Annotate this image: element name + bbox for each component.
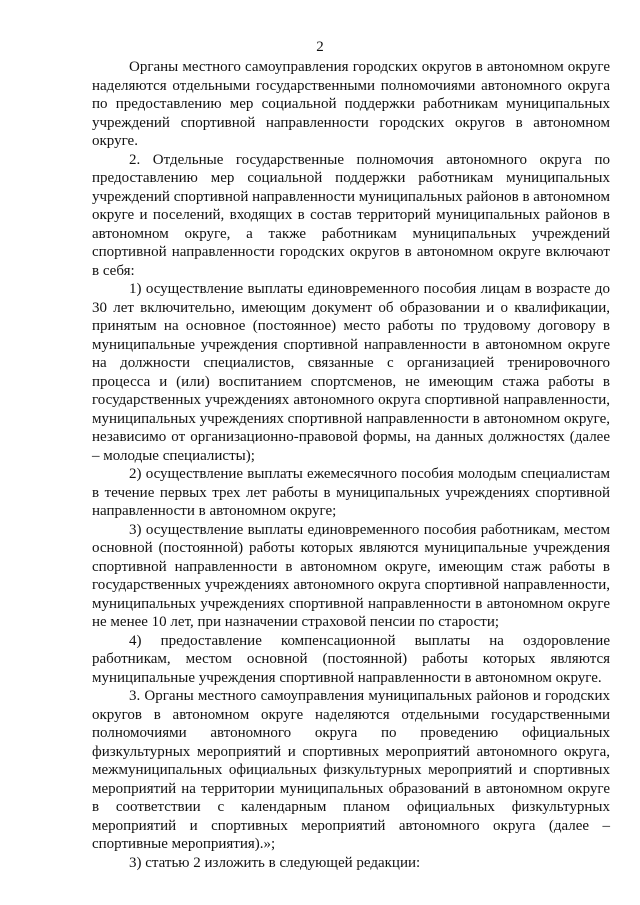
- paragraph-item-2: 2. Отдельные государственные полномочия автономного округа по предоставлению мер социальной поддержки работникам муниципальных учреждений спортивной направленности муниципальных районов в автономном округе и поселений, входящих в состав территорий муниципальных районов в автономном округе, а также работникам муниципальных учреждений спортивной направленности городских округов в автономном округе включают в себя:: [92, 151, 610, 279]
- paragraph-item-3: 3. Органы местного самоуправления муниципальных районов и городских округов в автономном округе наделяются отдельными государственными полномочиями автономного округа по проведению официальных физкультурных мероприятий и спортивных мероприятий автономного округа, межмуниципальных официальных физкультурных мероприятий и спортивных мероприятий на территории муниципальных образований в автономном округе в соответствии с календарным планом официальных физкультурных мероприятий и спортивных мероприятий автономного округа (далее – спортивные мероприятия).»;: [92, 688, 610, 852]
- paragraph-subitem-4: 4) предоставление компенсационной выплаты на оздоровление работникам, местом основной (постоянной) работы которых являются муниципальные учреждения спортивной направленности в автономном округе.: [92, 632, 610, 686]
- paragraph-subitem-3: 3) осуществление выплаты единовременного пособия работникам, местом основной (постоянной) работы которых являются муниципальные учреждения спортивной направленности в автономном округе, имеющим стаж работы в государственных учреждениях автономного округа спортивной направленности, муниципальных учреждениях спортивной направленности в автономном округе не менее 10 лет, при назначении страховой пенсии по старости;: [92, 521, 610, 630]
- page-number: 2: [316, 39, 324, 55]
- paragraph-subitem-1: 1) осуществление выплаты единовременного пособия лицам в возрасте до 30 лет включительно, имеющим документ об образовании и о квалификации, принятым на основное (постоянное) место работы по трудовому договору в муниципальные учреждения спортивной направленности в автономном округе на должности специалистов, связанные с организацией тренировочного процесса и (или) воспитанием спортсменов, не имеющим стажа работы в государственных учреждениях автономного округа спортивной направленности, муниципальных учреждениях спортивной направленности в автономном округе, независимо от организационно-правовой формы, на данных должностях (далее – молодые специалисты);: [92, 281, 610, 464]
- paragraph-subitem-2: 2) осуществление выплаты ежемесячного пособия молодым специалистам в течение первых трех лет работы в муниципальных учреждениях спортивной направленности в автономном округе;: [92, 466, 610, 519]
- paragraph-amendment-3: 3) статью 2 изложить в следующей редакции:: [129, 854, 421, 871]
- paragraph-intro: Органы местного самоуправления городских округов в автономном округе наделяются отдельными государственными полномочиями автономного округа по предоставлению мер социальной поддержки работникам муниципальных учреждений спортивной направленности городских округов в автономном округе.: [92, 59, 610, 149]
- document-body: [92, 58, 610, 872]
